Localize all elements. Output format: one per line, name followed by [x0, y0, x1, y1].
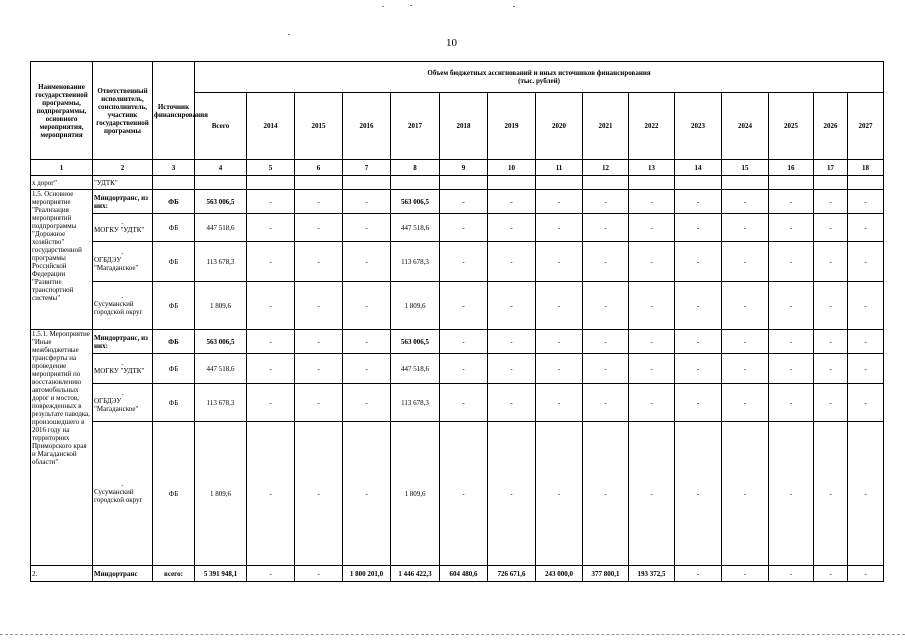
cell-2014: - — [247, 354, 295, 384]
cell-2017: 563 006,5 — [391, 330, 440, 354]
cell-2022: - — [629, 190, 675, 214]
cell-2018: - — [440, 190, 488, 214]
cell-2026: - — [814, 422, 848, 566]
header-year-2023: 2023 — [675, 93, 722, 160]
cell-2015: - — [295, 566, 343, 582]
cell-total: 113 678,3 — [195, 242, 247, 282]
executor: - Сусуманский городской округ — [93, 282, 153, 330]
cell-2014: - — [247, 566, 295, 582]
cell-2019: - — [488, 214, 536, 242]
cell-2014: - — [247, 384, 295, 422]
cell-2020: - — [536, 242, 583, 282]
cell-2018: - — [440, 354, 488, 384]
cell-2024: - — [722, 384, 769, 422]
cell-2019: - — [488, 384, 536, 422]
cell-2016: - — [343, 330, 391, 354]
cell-2015: - — [295, 384, 343, 422]
cell-2014: - — [247, 282, 295, 330]
col-number: 7 — [343, 160, 391, 176]
executor: - ОГБДЭУ "Магаданское" — [93, 242, 153, 282]
cell-2018: - — [440, 214, 488, 242]
cell-2017: 113 678,3 — [391, 384, 440, 422]
cell-2017: 1 446 422,3 — [391, 566, 440, 582]
col-number: 12 — [583, 160, 629, 176]
page-number: 10 — [446, 37, 457, 49]
col-number: 14 — [675, 160, 722, 176]
cell-2019: - — [488, 330, 536, 354]
cell-2016: - — [343, 282, 391, 330]
table-row — [31, 422, 884, 566]
header-year-2016: 2016 — [343, 93, 391, 160]
cell-2020: 243 000,0 — [536, 566, 583, 582]
table-row — [31, 242, 884, 282]
cell-2016: - — [343, 354, 391, 384]
cell-total: 5 391 948,1 — [195, 566, 247, 582]
cell-2023: - — [675, 190, 722, 214]
executor: - МОГКУ "УДТК" — [93, 354, 153, 384]
header-year-2026: 2026 — [814, 93, 848, 160]
cell-2023: - — [675, 384, 722, 422]
cell-2015: - — [295, 330, 343, 354]
funding-source: ФБ — [153, 282, 195, 330]
table-row — [31, 384, 884, 422]
cell-2021: - — [583, 354, 629, 384]
header-units: (тыс. рублей) — [518, 77, 560, 85]
cell-2020: - — [536, 422, 583, 566]
cell-2023: - — [675, 354, 722, 384]
cell-2014: - — [247, 190, 295, 214]
cell-2022: - — [629, 214, 675, 242]
cell-2019: - — [488, 190, 536, 214]
column-number-row — [31, 160, 884, 176]
continuation-name: х дорог" — [31, 176, 93, 190]
col-number: 15 — [722, 160, 769, 176]
cell-2027: - — [848, 566, 884, 582]
cell-2025: - — [769, 384, 814, 422]
scan-speck — [382, 6, 384, 7]
cell-2025: - — [769, 242, 814, 282]
cell-2025: - — [769, 566, 814, 582]
cell-2026: - — [814, 190, 848, 214]
cell-2021: - — [583, 422, 629, 566]
cell-2015: - — [295, 242, 343, 282]
cell-2016: - — [343, 242, 391, 282]
header-year-2021: 2021 — [583, 93, 629, 160]
header-funding-source: Источник финансирования — [153, 62, 195, 160]
header-volume-title: Объем бюджетных ассигнований и иных источников финансирования — [427, 69, 651, 77]
table-row — [31, 566, 884, 582]
cell-2024: - — [722, 354, 769, 384]
col-number: 1 — [31, 160, 93, 176]
cell-2017: 1 809,6 — [391, 282, 440, 330]
cell-total: 1 809,6 — [195, 282, 247, 330]
header-year-2027: 2027 — [848, 93, 884, 160]
cell-2027: - — [848, 282, 884, 330]
cell-2024: - — [722, 566, 769, 582]
cell-2014: - — [247, 242, 295, 282]
funding-source: ФБ — [153, 384, 195, 422]
cell-2014: - — [247, 422, 295, 566]
cell-2015: - — [295, 214, 343, 242]
cell-2024: - — [722, 422, 769, 566]
cell-2022: - — [629, 354, 675, 384]
continuation-row — [31, 176, 884, 190]
cell-2022: - — [629, 242, 675, 282]
cell-2017: 447 518,6 — [391, 354, 440, 384]
col-number: 2 — [93, 160, 153, 176]
col-number: 18 — [848, 160, 884, 176]
header-budget-volume — [195, 62, 884, 93]
executor: Миндортранс — [93, 566, 153, 582]
table-row — [31, 282, 884, 330]
cell-2027: - — [848, 330, 884, 354]
cell-2026: - — [814, 242, 848, 282]
cell-2024: - — [722, 330, 769, 354]
cell-2018: - — [440, 384, 488, 422]
cell-2027: - — [848, 242, 884, 282]
cell-total: 113 678,3 — [195, 384, 247, 422]
funding-source: ФБ — [153, 214, 195, 242]
scan-speck — [410, 5, 412, 6]
cell-2023: - — [675, 242, 722, 282]
col-number: 10 — [488, 160, 536, 176]
cell-total: 447 518,6 — [195, 214, 247, 242]
scan-speck — [513, 6, 515, 7]
cell-2023: - — [675, 330, 722, 354]
cell-2016: - — [343, 214, 391, 242]
item-name: 1.5.1. Мероприятие "Иные межбюджетные трансферты на проведение мероприятий по восстановлению автомобильных дорог и мостов, поврежденных в результате паводка, произошедшего в 2016 году на территориях Приморского края и Магаданской области" — [31, 330, 93, 566]
col-number: 3 — [153, 160, 195, 176]
col-number: 11 — [536, 160, 583, 176]
cell-2019: - — [488, 422, 536, 566]
cell-2015: - — [295, 354, 343, 384]
scan-edge-line — [0, 634, 905, 635]
header-year-2020: 2020 — [536, 93, 583, 160]
cell-2024: - — [722, 214, 769, 242]
executor: - МОГКУ "УДТК" — [93, 214, 153, 242]
header-program-name: Наименование государственной программы, подпрограммы, основного мероприятия, мероприятия — [31, 62, 93, 160]
cell-2022: 193 372,5 — [629, 566, 675, 582]
cell-2024: - — [722, 190, 769, 214]
cell-2027: - — [848, 354, 884, 384]
cell-2021: - — [583, 190, 629, 214]
table-row — [31, 214, 884, 242]
header-total: Всего — [195, 93, 247, 160]
cell-2018: - — [440, 282, 488, 330]
cell-2021: - — [583, 330, 629, 354]
cell-2027: - — [848, 422, 884, 566]
cell-2017: 1 809,6 — [391, 422, 440, 566]
cell-2019: - — [488, 354, 536, 384]
header-year-2022: 2022 — [629, 93, 675, 160]
cell-2025: - — [769, 422, 814, 566]
cell-2020: - — [536, 330, 583, 354]
cell-2017: 113 678,3 — [391, 242, 440, 282]
col-number: 17 — [814, 160, 848, 176]
table-row — [31, 354, 884, 384]
funding-source: ФБ — [153, 330, 195, 354]
cell-2026: - — [814, 214, 848, 242]
cell-2026: - — [814, 282, 848, 330]
cell-2017: 447 518,6 — [391, 214, 440, 242]
cell-2021: - — [583, 384, 629, 422]
funding-source: ФБ — [153, 354, 195, 384]
executor: - Сусуманский городской округ — [93, 422, 153, 566]
cell-2020: - — [536, 214, 583, 242]
cell-2022: - — [629, 422, 675, 566]
cell-2025: - — [769, 282, 814, 330]
cell-2016: 1 800 201,0 — [343, 566, 391, 582]
funding-source: ФБ — [153, 422, 195, 566]
col-number: 4 — [195, 160, 247, 176]
cell-2023: - — [675, 422, 722, 566]
cell-2019: 726 671,6 — [488, 566, 536, 582]
cell-2016: - — [343, 422, 391, 566]
item-name: 1.5. Основное мероприятие "Реализация мероприятий подпрограммы "Дорожное хозяйство" государственной программы Российской Федерации "Развитие транспортной системы" — [31, 190, 93, 330]
cell-2019: - — [488, 282, 536, 330]
cell-2016: - — [343, 384, 391, 422]
cell-total: 563 006,5 — [195, 330, 247, 354]
cell-2026: - — [814, 384, 848, 422]
cell-2027: - — [848, 214, 884, 242]
cell-2016: - — [343, 190, 391, 214]
col-number: 13 — [629, 160, 675, 176]
executor: Миндортранс, из них: — [93, 190, 153, 214]
col-number: 6 — [295, 160, 343, 176]
cell-2025: - — [769, 190, 814, 214]
cell-2020: - — [536, 384, 583, 422]
executor: - ОГБДЭУ "Магаданское" — [93, 384, 153, 422]
cell-2014: - — [247, 330, 295, 354]
cell-2017: 563 006,5 — [391, 190, 440, 214]
header-year-2014: 2014 — [247, 93, 295, 160]
cell-2021: - — [583, 282, 629, 330]
cell-2027: - — [848, 384, 884, 422]
scan-speck — [288, 34, 290, 35]
header-year-2018: 2018 — [440, 93, 488, 160]
cell-2018: 604 480,6 — [440, 566, 488, 582]
header-year-2025: 2025 — [769, 93, 814, 160]
cell-2024: - — [722, 242, 769, 282]
cell-2021: 377 800,1 — [583, 566, 629, 582]
cell-2022: - — [629, 282, 675, 330]
cell-2020: - — [536, 190, 583, 214]
cell-2026: - — [814, 330, 848, 354]
col-number: 16 — [769, 160, 814, 176]
cell-2026: - — [814, 566, 848, 582]
cell-2019: - — [488, 242, 536, 282]
cell-2022: - — [629, 384, 675, 422]
table-row — [31, 330, 884, 354]
cell-2020: - — [536, 282, 583, 330]
header-year-2017: 2017 — [391, 93, 440, 160]
funding-source: всего: — [153, 566, 195, 582]
item-name: 2. — [31, 566, 93, 582]
executor: Миндортранс, из них: — [93, 330, 153, 354]
funding-source: ФБ — [153, 190, 195, 214]
header-year-2015: 2015 — [295, 93, 343, 160]
cell-2023: - — [675, 566, 722, 582]
continuation-executor: "УДТК" — [93, 176, 153, 190]
cell-2025: - — [769, 354, 814, 384]
cell-2018: - — [440, 422, 488, 566]
cell-2021: - — [583, 242, 629, 282]
cell-2023: - — [675, 282, 722, 330]
col-number: 9 — [440, 160, 488, 176]
col-number: 5 — [247, 160, 295, 176]
cell-total: 447 518,6 — [195, 354, 247, 384]
budget-table — [30, 61, 884, 582]
cell-2015: - — [295, 422, 343, 566]
cell-2022: - — [629, 330, 675, 354]
cell-2018: - — [440, 330, 488, 354]
cell-2015: - — [295, 282, 343, 330]
cell-2015: - — [295, 190, 343, 214]
cell-2023: - — [675, 214, 722, 242]
funding-source: ФБ — [153, 242, 195, 282]
col-number: 8 — [391, 160, 440, 176]
cell-2026: - — [814, 354, 848, 384]
cell-2025: - — [769, 214, 814, 242]
header-executor: Ответственный исполнитель, соисполнитель, участник государственной программы — [93, 62, 153, 160]
header-year-2024: 2024 — [722, 93, 769, 160]
cell-2024: - — [722, 282, 769, 330]
cell-total: 1 809,6 — [195, 422, 247, 566]
cell-total: 563 006,5 — [195, 190, 247, 214]
cell-2014: - — [247, 214, 295, 242]
cell-2021: - — [583, 214, 629, 242]
cell-2020: - — [536, 354, 583, 384]
table-row — [31, 190, 884, 214]
header-year-2019: 2019 — [488, 93, 536, 160]
cell-2027: - — [848, 190, 884, 214]
cell-2018: - — [440, 242, 488, 282]
cell-2025: - — [769, 330, 814, 354]
